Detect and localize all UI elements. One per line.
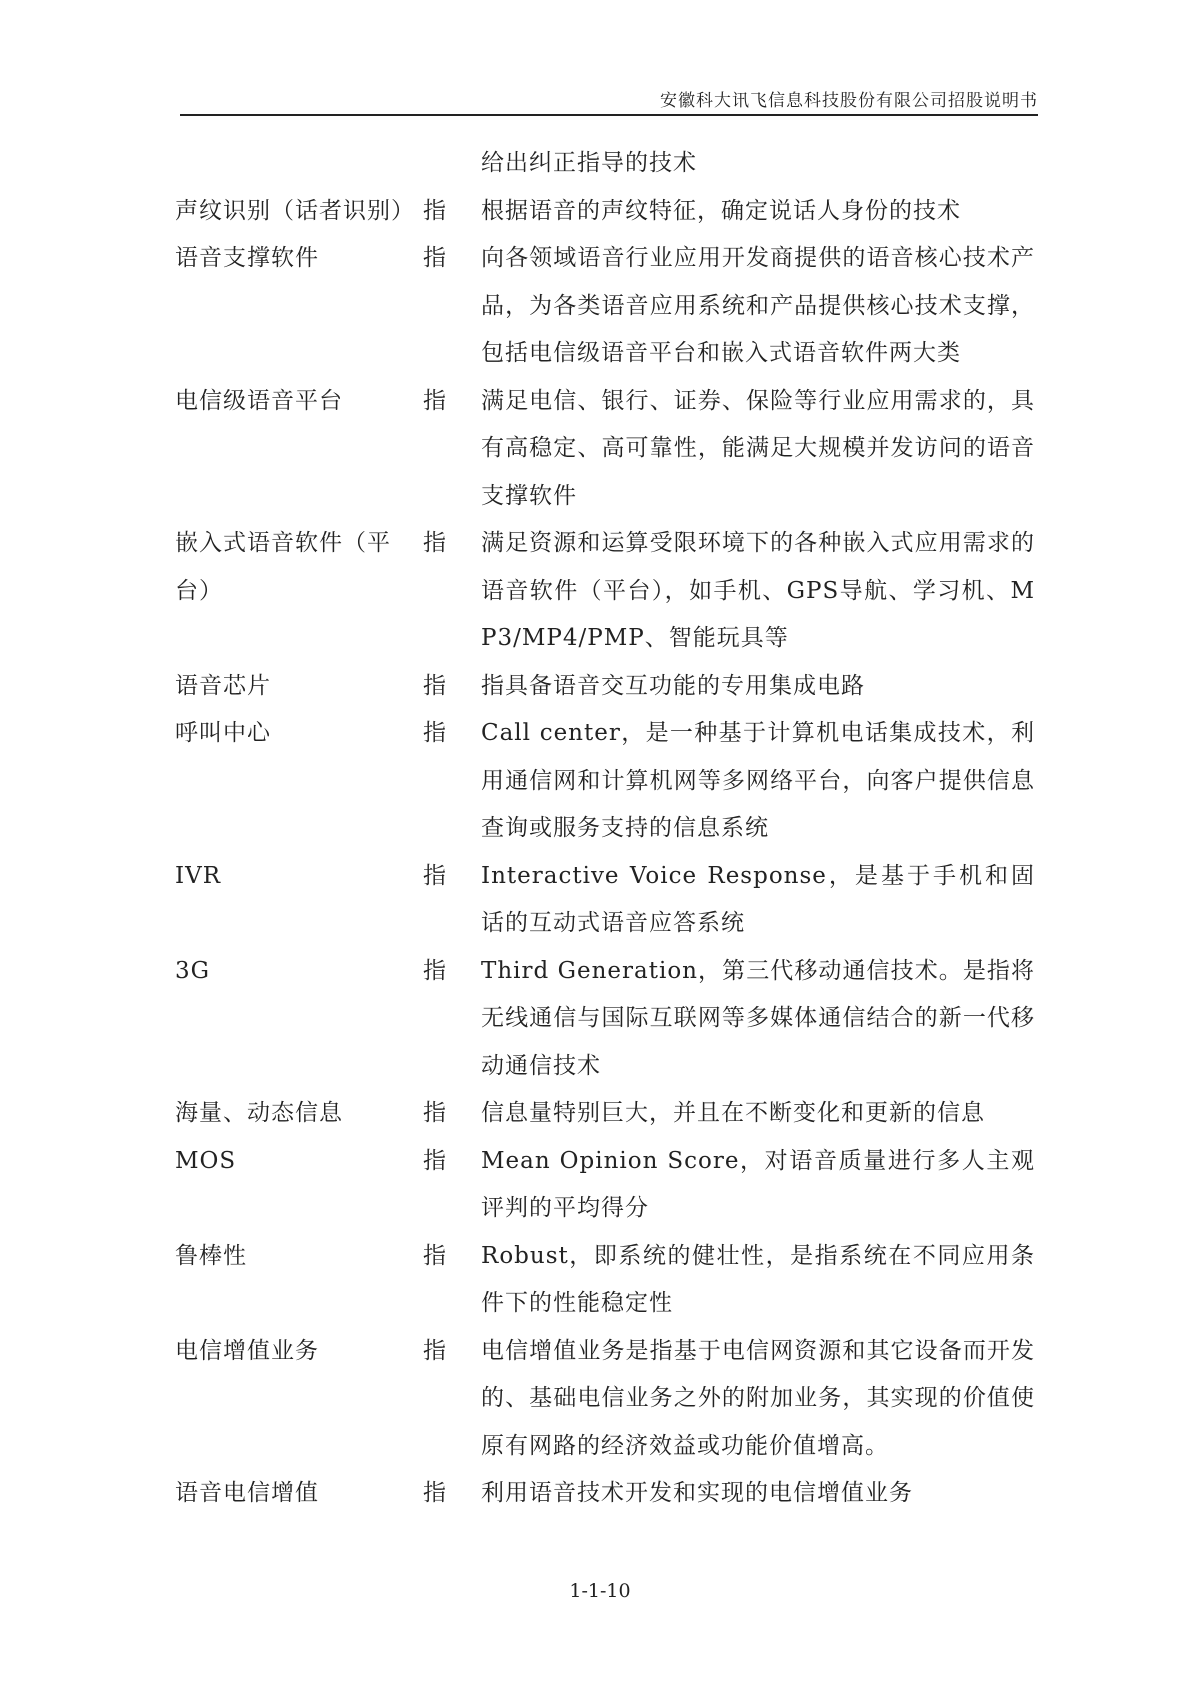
header-title: 安徽科大讯飞信息科技股份有限公司招股说明书	[660, 91, 1038, 111]
glossary-definition: 利用语音技术开发和实现的电信增值业务	[481, 1480, 913, 1506]
glossary-row	[175, 853, 1035, 948]
glossary-term: 鲁棒性	[175, 1242, 247, 1269]
page-number: 1-1-10	[569, 1580, 631, 1602]
glossary-definition: Mean Opinion Score，对语音质量进行多人主观评判的平均得分	[481, 1147, 1035, 1221]
glossary-row	[175, 235, 1035, 378]
glossary-marker: 指	[423, 862, 446, 889]
glossary-term: 呼叫中心	[175, 720, 271, 746]
glossary-definition: 指具备语音交互功能的专用集成电路	[481, 672, 865, 699]
glossary-term: 电信增值业务	[175, 1337, 319, 1364]
glossary-row	[175, 663, 1035, 711]
glossary-marker: 指	[423, 1242, 446, 1269]
glossary-marker: 指	[423, 672, 446, 699]
glossary-term: 语音电信增值	[175, 1480, 319, 1506]
glossary-definition: 满足资源和运算受限环境下的各种嵌入式应用需求的语音软件（平台），如手机、GPS导航、学习机、MP3/MP4/PMP、智能玩具等	[481, 530, 1035, 651]
glossary-row	[175, 1470, 1035, 1518]
glossary-definition: Third Generation，第三代移动通信技术。是指将无线通信与国际互联网等多媒体通信结合的新一代移动通信技术	[481, 957, 1035, 1079]
glossary-definition: Call center，是一种基于计算机电话集成技术，利用通信网和计算机网等多网络平台，向客户提供信息查询或服务支持的信息系统	[481, 720, 1035, 841]
glossary-definition: 给出纠正指导的技术	[481, 150, 697, 176]
glossary-definition: Robust，即系统的健壮性，是指系统在不同应用条件下的性能稳定性	[481, 1242, 1035, 1316]
glossary-term: 声纹识别（话者识别）	[175, 197, 415, 224]
glossary-marker: 指	[423, 530, 446, 556]
glossary-table	[175, 140, 1035, 1518]
glossary-term: IVR	[175, 862, 222, 889]
glossary-row	[175, 948, 1035, 1091]
glossary-term: 嵌入式语音软件（平台）	[175, 530, 391, 604]
glossary-row	[175, 1138, 1035, 1233]
glossary-marker: 指	[423, 957, 446, 984]
glossary-marker: 指	[423, 720, 446, 746]
glossary-row	[175, 188, 1035, 236]
glossary-term: 语音支撑软件	[175, 245, 319, 271]
glossary-term: 语音芯片	[175, 672, 271, 699]
page-header	[180, 84, 1038, 116]
glossary-term: 电信级语音平台	[175, 387, 343, 414]
glossary-term: 3G	[175, 957, 211, 984]
glossary-term: MOS	[175, 1147, 237, 1174]
glossary-definition: 满足电信、银行、证券、保险等行业应用需求的，具有高稳定、高可靠性，能满足大规模并发访问的语音支撑软件	[481, 387, 1035, 509]
glossary-definition: 根据语音的声纹特征，确定说话人身份的技术	[481, 197, 961, 224]
glossary-marker: 指	[423, 197, 446, 224]
glossary-definition: 信息量特别巨大，并且在不断变化和更新的信息	[481, 1100, 985, 1126]
glossary-row	[175, 1090, 1035, 1138]
glossary-continuation-row	[175, 140, 1035, 188]
glossary-row	[175, 710, 1035, 853]
glossary-marker: 指	[423, 387, 446, 414]
glossary-marker: 指	[423, 1337, 446, 1364]
glossary-marker: 指	[423, 1100, 446, 1126]
glossary-row	[175, 1233, 1035, 1328]
glossary-marker: 指	[423, 1480, 446, 1506]
glossary-row	[175, 378, 1035, 521]
glossary-definition: 向各领域语音行业应用开发商提供的语音核心技术产品，为各类语音应用系统和产品提供核心技术支撑，包括电信级语音平台和嵌入式语音软件两大类	[481, 245, 1035, 366]
glossary-row	[175, 1328, 1035, 1471]
glossary-definition: 电信增值业务是指基于电信网资源和其它设备而开发的、基础电信业务之外的附加业务，其实现的价值使原有网路的经济效益或功能价值增高。	[481, 1337, 1035, 1459]
glossary-row	[175, 520, 1035, 663]
glossary-term: 海量、动态信息	[175, 1100, 343, 1126]
glossary-marker: 指	[423, 245, 446, 271]
glossary-marker: 指	[423, 1147, 446, 1174]
glossary-definition: Interactive Voice Response，是基于手机和固话的互动式语音应答系统	[481, 862, 1035, 936]
